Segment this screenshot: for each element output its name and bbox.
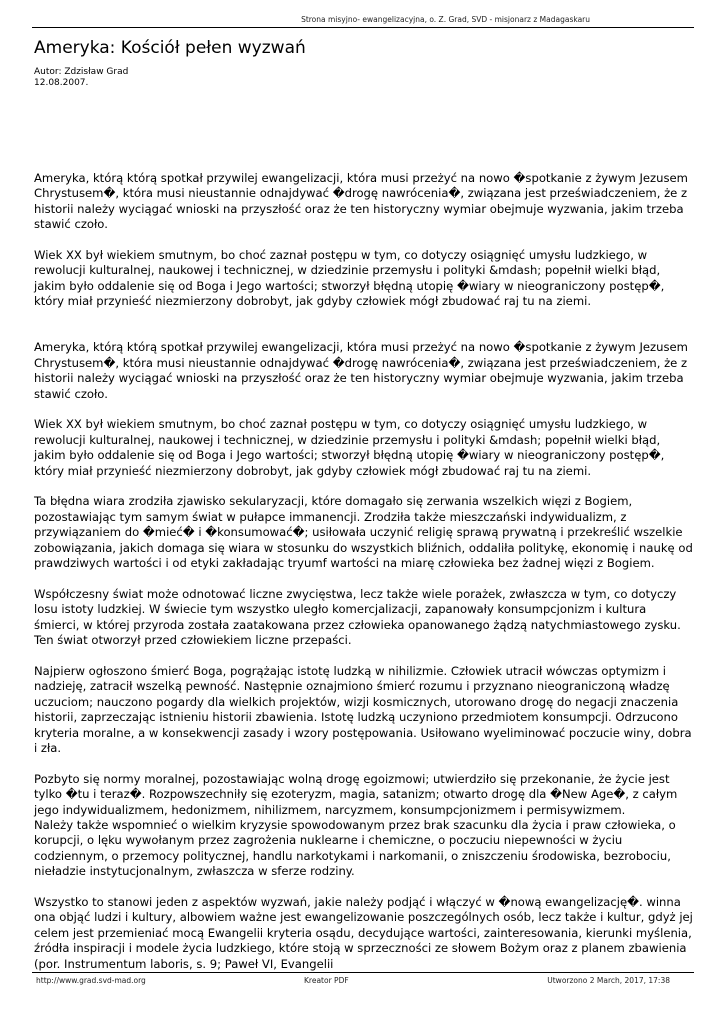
paragraph: Należy także wspomnieć o wielkim kryzysie spowodowanym przez brak szacunku dla życia i praw człowieka, o korupcji, o lęku wywołanym przez zagrożenia nuklearne i chemiczne, o poczuciu niepewności w życiu codziennym, o przemocy politycznej, handlu narkotykami i narkomanii, o zniszczeniu środowiska, bezrobociu, nieładzie instytucjonalnym, zwłaszcza w sferze rodziny. (34, 817, 676, 879)
paragraph: Ameryka, którą którą spotkał przywilej ewangelizacji, która musi przeżyć na nowo �spotkanie z żywym Jezusem Chrystusem�, która musi nieustannie odnajdywać �drogę nawrócenia�, związana jest przeświadczeniem, że z historii należy wyciągać wnioski na przyszłość oraz że ten historyczny wymiar obejmuje wyzwania, jakim trzeba stawić czoło. (34, 171, 688, 232)
paragraph: Wiek XX był wiekiem smutnym, bo choć zaznał postępu w tym, co dotyczy osiągnięć umysłu ludzkiego, w rewolucji kulturalnej, naukowej i technicznej, w dziedzinie przemysłu i polityki &mdash; popełnił wielki błąd, jakim było oddalenie się od Boga i Jego wartości; stworzył błędną utopię �wiary w nieograniczony postęp�, który miał przynieść niezmierzony dobrobyt, jak gdyby człowiek mógł zbudować raj tu na ziemi. (34, 248, 665, 309)
footer-divider (32, 972, 694, 973)
article-meta (34, 67, 128, 89)
footer-generator: Kreator PDF (304, 976, 349, 985)
paragraph: Najpierw ogłoszono śmierć Boga, pogrążając istotę ludzką w nihilizmie. Człowiek utracił wówczas optymizm i nadzieję, zatracił wszelką pewność. Następnie oznajmiono śmierć rozumu i przyznano nieograniczoną władzę uczuciom; nauczono pogardy dla wielkich projektów, wizji kosmicznych, utorowano drogę do negacji znaczenia historii, zaprzeczając istnieniu historii zbawienia. Istotę ludzką uczyniono przedmiotem konsumpcji. Odrzucono kryteria moralne, a w konsekwencji zasady i wzory postępowania. Usiłowano wyeliminować poczucie winy, dobra i zła. (34, 663, 692, 755)
page-header-site-title: Strona misyjno- ewangelizacyjna, o. Z. Grad, SVD - misjonarz z Madagaskaru (301, 15, 590, 24)
paragraph: Współczesny świat może odnotować liczne zwycięstwa, lecz także wiele porażek, zwłaszcza w tym, co dotyczy losu istoty ludzkiej. W świecie tym wszystko uległo komercjalizacji, zapanowały konsumpcjonizm i kultura śmierci, w której przyroda została zaatakowana przez człowieka opanowanego żądzą natychmiastowego zysku. Ten świat otworzył przed człowiekiem liczne przepaści. (34, 586, 681, 648)
article-title: Ameryka: Kościół pełen wyzwań (34, 38, 306, 58)
footer-url-link[interactable]: http://www.grad.svd-mad.org (36, 976, 146, 985)
article-body (34, 171, 694, 987)
paragraph: Wiek XX był wiekiem smutnym, bo choć zaznał postępu w tym, co dotyczy osiągnięć umysłu ludzkiego, w rewolucji kulturalnej, naukowej i technicznej, w dziedzinie przemysłu i polityki &mdash; popełnił wielki błąd, jakim było oddalenie się od Boga i Jego wartości; stworzył błędną utopię �wiary w nieograniczony postęp�, który miał przynieść niezmierzony dobrobyt, jak gdyby człowiek mógł zbudować raj tu na ziemi. (34, 417, 665, 478)
article-author: Autor: Zdzisław Grad (34, 67, 129, 77)
paragraph: Wszystko to stanowi jeden z aspektów wyzwań, jakie należy podjąć i włączyć w �nową ewangelizację�. winna ona objąć ludzi i kultury, albowiem ważne jest ewangelizowanie poszczególnych osób, lecz także i kultur, gdyż jej celem jest przemieniać mocą Ewangelii kryteria osądu, decydujące wartości, zainteresowania, kierunki myślenia, źródła inspiracji i modele życia ludzkiego, które stoją w sprzeczności ze słowem Bożym oraz z planem zbawienia (por. Instrumentum laboris, s. 9; Paweł VI, Evangelii (34, 894, 693, 971)
spacer (34, 325, 694, 340)
paragraph: Ameryka, którą którą spotkał przywilej ewangelizacji, która musi przeżyć na nowo �spotkanie z żywym Jezusem Chrystusem�, która musi nieustannie odnajdywać �drogę nawrócenia�, związana jest przeświadczeniem, że z historii należy wyciągać wnioski na przyszłość oraz że ten historyczny wymiar obejmuje wyzwania, jakim trzeba stawić czoło. (34, 340, 688, 401)
footer-created-date: Utworzono 2 March, 2017, 17:38 (547, 976, 670, 985)
article-date: 12.08.2007. (34, 78, 89, 88)
paragraph: Ta błędna wiara zrodziła zjawisko sekularyzacji, które domagało się zerwania wszelkich więzi z Bogiem, pozostawiając tym samym świat w pułapce immanencji. Zrodziła także mieszczański indywidualizm, z przywiązaniem do �mieć� i �konsumować�; usiłowała uczynić religię sprawą prywatną i przekreślić wszelkie zobowiązania, jakich domaga się wiara w stosunku do wszystkich bliźnich, oddaliła politykę, ekonomię i naukę od prawdziwych wartości i od etyki zakładając tryumf wartości na miarę człowieka bez żadnej więzi z Bogiem. (34, 494, 693, 571)
paragraph: Pozbyto się normy moralnej, pozostawiając wolną drogę egoizmowi; utwierdziło się przekonanie, że życie jest tylko �tu i teraz�. Rozpowszechniły się ezoteryzm, magia, satanizm; otwarto drogę dla �New Age�, z całym jego indywidualizmem, hedonizmem, nihilizmem, narcyzmem, konsumpcjonizmem i permisywizmem. (34, 771, 678, 817)
header-divider (32, 27, 694, 28)
